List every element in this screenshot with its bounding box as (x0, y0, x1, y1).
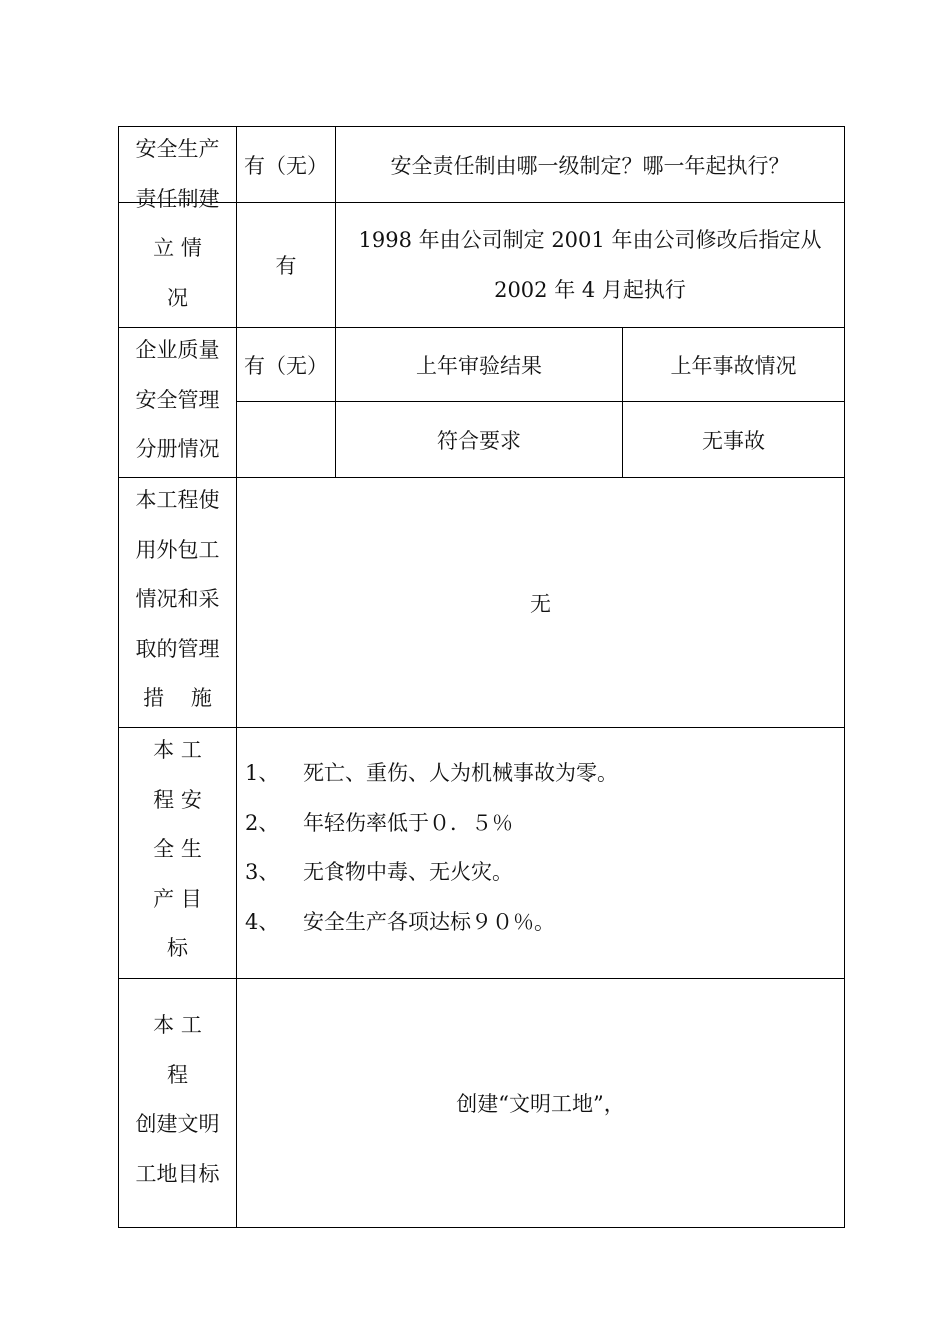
section1-answer-has: 有 (275, 254, 297, 278)
section1-label (119, 127, 236, 327)
section3-label-line: 情况和采 (135, 587, 220, 611)
section1-question: 安全责任制由哪一级制定？哪一年起执行？ (390, 153, 790, 178)
section4-label-line: 程 安 (153, 787, 202, 812)
goal-number: 1、 (245, 761, 280, 785)
section3-label-line: 取的管理 (135, 636, 220, 661)
section2-label-line: 分册情况 (135, 437, 220, 461)
section3-label-line: 用外包工 (135, 537, 220, 562)
section1-label-line: 况 (167, 285, 188, 310)
section1-answer (336, 203, 844, 327)
goal-number: 3、 (245, 860, 280, 884)
section5-label (119, 1003, 236, 1203)
goals-list (245, 751, 618, 949)
section1-label-line: 立 情 (153, 236, 202, 260)
section4-label-line: 产 目 (153, 886, 202, 911)
section2-accident-header: 上年事故情况 (670, 353, 797, 378)
goal-text: 年轻伤率低于０．５％ (303, 810, 513, 835)
goal-item (245, 850, 618, 900)
goal-number: 4、 (245, 909, 280, 934)
goal-text: 安全生产各项达标９０％。 (303, 909, 555, 934)
section2-audit-header: 上年审验结果 (416, 353, 542, 378)
section3-label (119, 478, 236, 727)
section4-label-line: 本 工 (153, 738, 202, 762)
section2-label-line: 安全管理 (135, 387, 220, 412)
section2-audit-value: 符合要求 (437, 428, 521, 453)
section5-value: 创建“文明工地”， (456, 1092, 625, 1116)
section4-label-line: 全 生 (153, 837, 202, 861)
section3-label-line: 措 施 (143, 686, 212, 710)
section1-label-line: 责任制建 (135, 186, 220, 211)
goal-item (245, 900, 618, 950)
goal-text: 无食物中毒、无火灾。 (303, 860, 513, 884)
goal-item (245, 751, 618, 801)
section2-accident-value: 无事故 (702, 428, 765, 453)
section2-col-header: 有（无） (244, 353, 328, 378)
section4-label (119, 728, 236, 978)
section5-label-line: 程 (167, 1062, 188, 1087)
section5-label-line: 工地目标 (135, 1161, 220, 1186)
goal-text: 死亡、重伤、人为机械事故为零。 (303, 761, 618, 785)
section3-value: 无 (530, 591, 551, 616)
goal-number: 2、 (245, 810, 280, 835)
section1-label-line: 安全生产 (135, 137, 220, 161)
safety-table (118, 126, 845, 1228)
section5-label-line: 创建文明 (135, 1112, 220, 1136)
section5-label-line: 本 工 (153, 1013, 202, 1037)
goal-item (245, 801, 618, 851)
section2-label-line: 企业质量 (135, 338, 220, 362)
section2-has-value (237, 402, 335, 477)
section2-label (119, 328, 236, 477)
section3-label-line: 本工程使 (135, 488, 220, 512)
section1-answer-line2: 2002 年 4 月起执行 (494, 278, 686, 302)
section1-col-header: 有（无） (244, 153, 328, 178)
section1-answer-line1: 1998 年由公司制定 2001 年由公司修改后指定从 (358, 228, 822, 252)
section4-label-line: 标 (167, 936, 188, 960)
